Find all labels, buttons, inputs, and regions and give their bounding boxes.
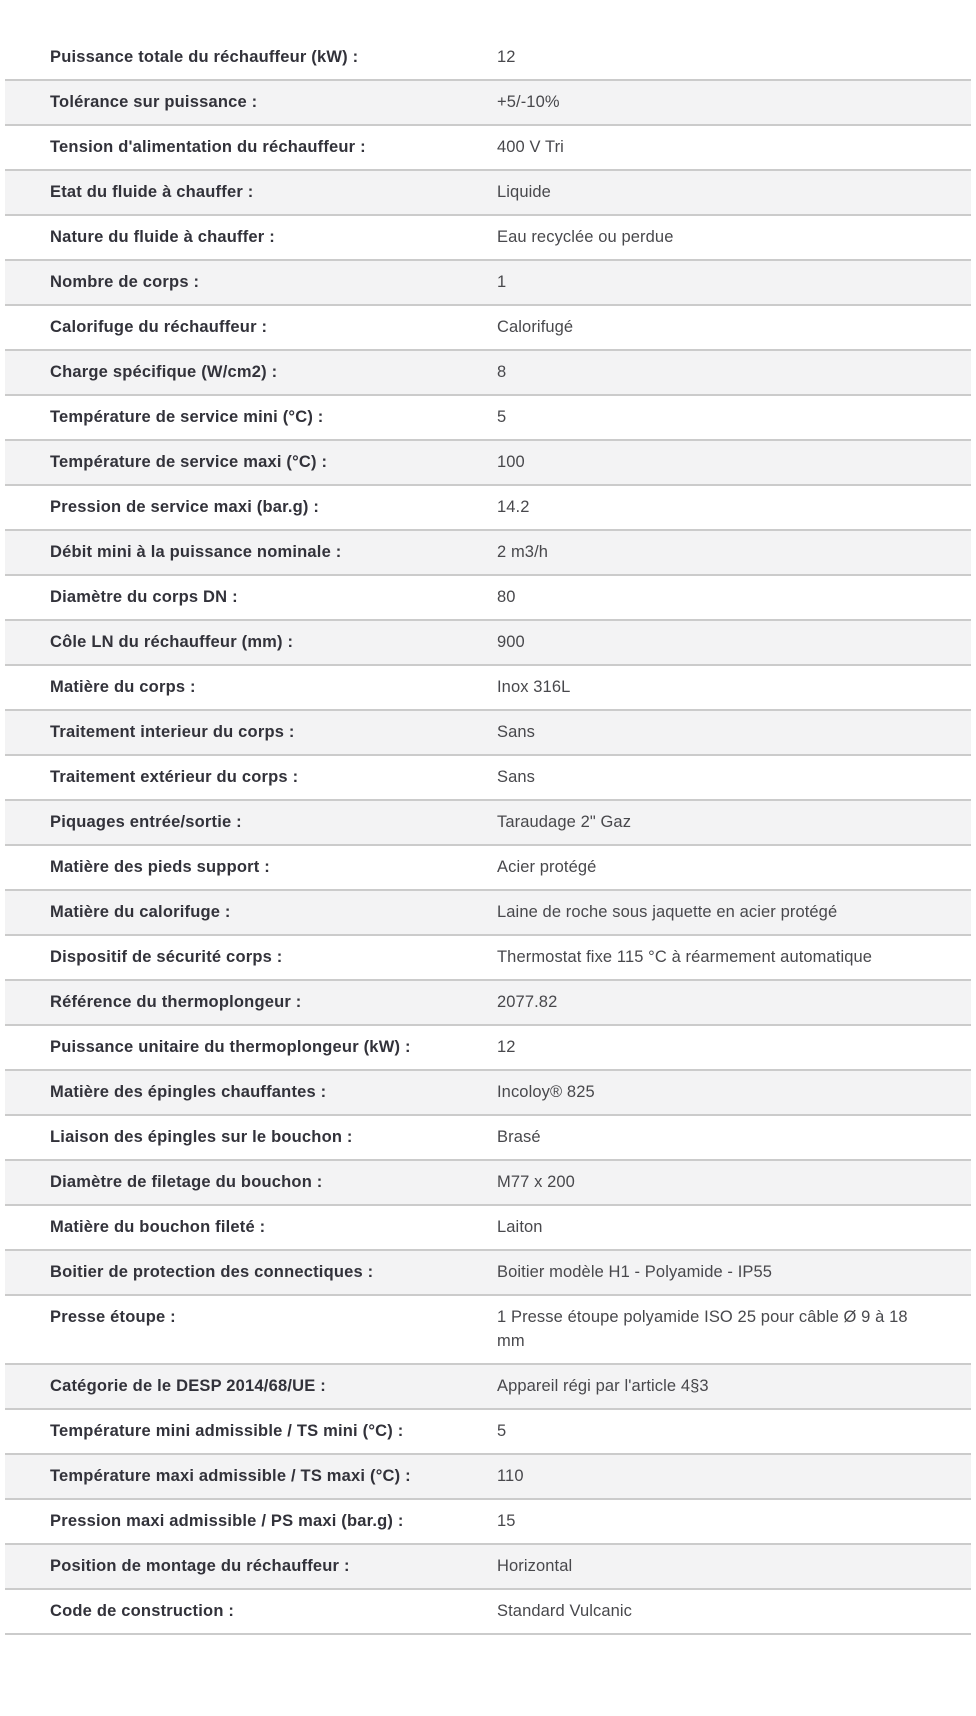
spec-row	[5, 1206, 971, 1251]
spec-row	[5, 1545, 971, 1590]
spec-label: Nature du fluide à chauffer :	[50, 228, 275, 246]
spec-row	[5, 81, 971, 126]
spec-label: Référence du thermoplongeur :	[50, 993, 302, 1011]
spec-label: Nombre de corps :	[50, 273, 200, 291]
spec-value: Calorifugé	[497, 318, 574, 336]
spec-label: Côle LN du réchauffeur (mm) :	[50, 633, 294, 651]
spec-row	[5, 396, 971, 441]
spec-value: 1 Presse étoupe polyamide ISO 25 pour câble Ø 9 à 18 mm	[497, 1308, 908, 1350]
spec-value: Liquide	[497, 183, 551, 201]
spec-value: 12	[497, 1038, 516, 1056]
spec-label: Presse étoupe :	[50, 1308, 176, 1326]
spec-row	[5, 486, 971, 531]
spec-label: Diamètre de filetage du bouchon :	[50, 1173, 323, 1191]
spec-label: Charge spécifique (W/cm2) :	[50, 363, 278, 381]
spec-row	[5, 441, 971, 486]
spec-value: 400 V Tri	[497, 138, 564, 156]
spec-label: Débit mini à la puissance nominale :	[50, 543, 342, 561]
spec-label: Tolérance sur puissance :	[50, 93, 258, 111]
spec-row	[5, 1365, 971, 1410]
spec-value: Brasé	[497, 1128, 541, 1146]
spec-label: Température maxi admissible / TS maxi (°C) :	[50, 1467, 411, 1485]
spec-value: 5	[497, 408, 507, 426]
spec-row	[5, 576, 971, 621]
spec-value: 2 m3/h	[497, 543, 549, 561]
spec-row	[5, 531, 971, 576]
spec-label: Dispositif de sécurité corps :	[50, 948, 283, 966]
spec-row	[5, 1410, 971, 1455]
spec-value: 110	[497, 1467, 524, 1485]
spec-value: M77 x 200	[497, 1173, 575, 1191]
spec-value: Thermostat fixe 115 °C à réarmement automatique	[497, 948, 873, 966]
spec-label: Matière du corps :	[50, 678, 196, 696]
spec-label: Puissance unitaire du thermoplongeur (kW) :	[50, 1038, 411, 1056]
spec-label: Matière du calorifuge :	[50, 903, 231, 921]
spec-row	[5, 1455, 971, 1500]
spec-row	[5, 1116, 971, 1161]
spec-label: Température de service mini (°C) :	[50, 408, 324, 426]
spec-value: Laiton	[497, 1218, 543, 1236]
spec-label: Matière du bouchon fileté :	[50, 1218, 266, 1236]
spec-value: Horizontal	[497, 1557, 573, 1575]
spec-row	[5, 621, 971, 666]
spec-value: +5/-10%	[497, 93, 560, 111]
spec-value: 12	[497, 48, 516, 66]
spec-label: Liaison des épingles sur le bouchon :	[50, 1128, 353, 1146]
spec-label: Puissance totale du réchauffeur (kW) :	[50, 48, 359, 66]
spec-label: Position de montage du réchauffeur :	[50, 1557, 350, 1575]
spec-row	[5, 216, 971, 261]
spec-row	[5, 36, 971, 81]
spec-row	[5, 891, 971, 936]
spec-row	[5, 801, 971, 846]
spec-value: Taraudage 2" Gaz	[497, 813, 632, 831]
spec-value: Incoloy® 825	[497, 1083, 595, 1101]
spec-value: Sans	[497, 723, 536, 741]
spec-value: Inox 316L	[497, 678, 571, 696]
spec-value: Laine de roche sous jaquette en acier protégé	[497, 903, 838, 921]
spec-value: 1	[497, 273, 507, 291]
spec-label: Piquages entrée/sortie :	[50, 813, 242, 831]
spec-value: 900	[497, 633, 525, 651]
spec-label: Diamètre du corps DN :	[50, 588, 238, 606]
spec-label: Boitier de protection des connectiques :	[50, 1263, 374, 1281]
spec-label: Pression de service maxi (bar.g) :	[50, 498, 320, 516]
spec-row	[5, 1161, 971, 1206]
spec-value: 14.2	[497, 498, 530, 516]
spec-label: Tension d'alimentation du réchauffeur :	[50, 138, 366, 156]
spec-label: Température mini admissible / TS mini (°C) :	[50, 1422, 404, 1440]
spec-value: 5	[497, 1422, 507, 1440]
spec-row	[5, 1071, 971, 1116]
spec-row	[5, 171, 971, 216]
spec-value: Sans	[497, 768, 536, 786]
spec-value: 80	[497, 588, 516, 606]
spec-label: Calorifuge du réchauffeur :	[50, 318, 268, 336]
spec-row	[5, 711, 971, 756]
spec-row	[5, 666, 971, 711]
spec-row	[5, 1251, 971, 1296]
spec-value: 8	[497, 363, 507, 381]
spec-value: 100	[497, 453, 525, 471]
spec-value: Boitier modèle H1 - Polyamide - IP55	[497, 1263, 773, 1281]
spec-value: 15	[497, 1512, 516, 1530]
spec-label: Etat du fluide à chauffer :	[50, 183, 254, 201]
spec-label: Code de construction :	[50, 1602, 235, 1620]
spec-row	[5, 351, 971, 396]
spec-value: Acier protégé	[497, 858, 597, 876]
spec-row	[5, 756, 971, 801]
spec-row	[5, 261, 971, 306]
spec-label: Catégorie de le DESP 2014/68/UE :	[50, 1377, 326, 1395]
spec-label: Traitement interieur du corps :	[50, 723, 295, 741]
spec-label: Matière des épingles chauffantes :	[50, 1083, 327, 1101]
spec-row	[5, 126, 971, 171]
spec-value: 2077.82	[497, 993, 558, 1011]
spec-table	[5, 36, 971, 1635]
spec-row	[5, 1026, 971, 1071]
spec-row	[5, 1590, 971, 1635]
spec-row	[5, 981, 971, 1026]
spec-value: Eau recyclée ou perdue	[497, 228, 674, 246]
spec-row	[5, 936, 971, 981]
spec-value: Standard Vulcanic	[497, 1602, 633, 1620]
spec-label: Traitement extérieur du corps :	[50, 768, 299, 786]
spec-row	[5, 1500, 971, 1545]
spec-label: Matière des pieds support :	[50, 858, 270, 876]
spec-label: Température de service maxi (°C) :	[50, 453, 328, 471]
spec-value: Appareil régi par l'article 4§3	[497, 1377, 709, 1395]
spec-row	[5, 846, 971, 891]
spec-row	[5, 306, 971, 351]
spec-row	[5, 1296, 971, 1365]
spec-label: Pression maxi admissible / PS maxi (bar.g) :	[50, 1512, 404, 1530]
